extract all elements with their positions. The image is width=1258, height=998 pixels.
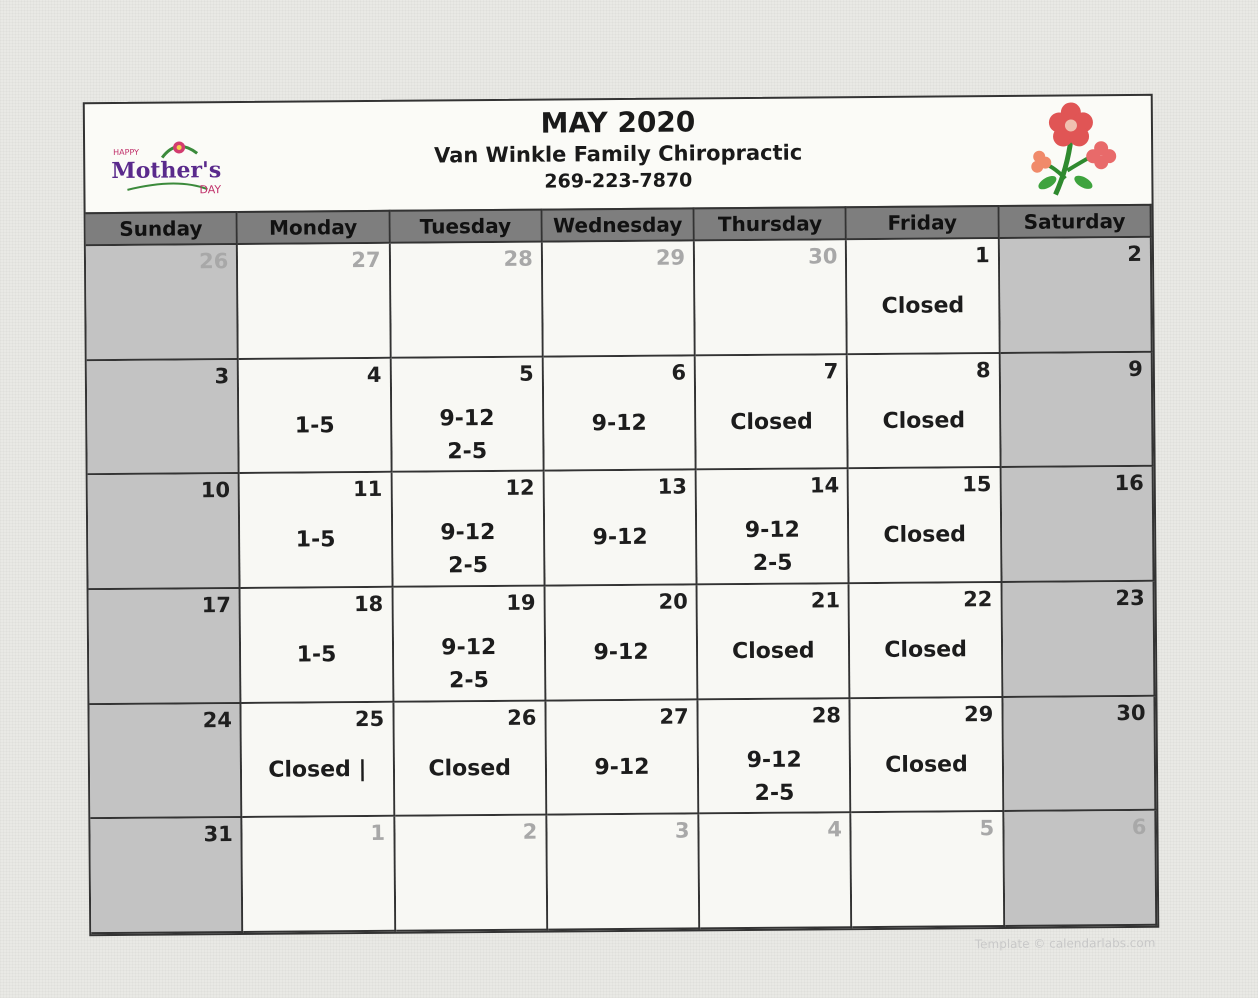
weekday-header-wednesday: Wednesday [542,207,695,242]
day-number: 26 [507,705,537,730]
day-cell[interactable] [852,812,1005,928]
day-cell[interactable] [544,356,697,472]
day-hours [392,401,543,468]
day-number: 13 [657,474,688,500]
day-hours [848,289,999,323]
day-hours [696,405,847,439]
day-number: 29 [655,245,686,270]
hours-line: 9-12 [591,410,647,436]
day-number: 27 [351,247,381,273]
hours-line: 9-12 [440,520,496,546]
day-cell[interactable] [696,355,849,471]
day-cell[interactable] [547,815,700,931]
day-number: 12 [505,476,535,501]
day-number: 9 [1128,356,1143,381]
day-cell[interactable] [394,701,547,817]
day-cell[interactable] [1003,696,1156,812]
hours-line: 9-12 [592,525,648,551]
calendar-title: MAY 2020 [540,105,696,140]
day-cell[interactable] [698,584,851,700]
day-hours [241,638,392,672]
day-number: 7 [823,358,839,384]
day-number: 17 [201,593,232,618]
hours-line: 1-5 [296,642,337,668]
day-cell[interactable] [1000,352,1153,468]
day-number: 10 [200,478,231,503]
day-number: 29 [963,701,994,726]
day-cell[interactable] [849,468,1002,584]
hours-line: 2-5 [754,780,795,806]
hours-line: Closed [882,407,966,434]
day-number: 6 [1131,815,1147,840]
day-number: 28 [503,246,533,271]
day-number: 31 [203,822,233,847]
hours-line: Closed [730,409,813,435]
hours-line: 2-5 [752,550,793,577]
day-number: 22 [963,587,993,612]
day-cell[interactable] [390,243,543,359]
weekday-header-friday: Friday [847,205,1000,240]
title-block [85,102,1152,198]
hours-line: Closed | [268,756,367,783]
hours-line: 1-5 [295,527,336,553]
hours-line: Closed [883,522,967,549]
day-cell[interactable] [239,358,392,474]
day-hours [239,408,390,442]
hours-line: 1-5 [294,412,335,439]
day-cell[interactable] [1001,467,1154,583]
day-number: 28 [811,702,842,728]
day-cell[interactable] [543,241,696,357]
calendar-grid [86,204,1158,934]
day-number: 25 [354,706,385,731]
day-hours [699,743,850,810]
day-number: 20 [658,589,688,614]
day-number: 2 [522,819,538,845]
weekday-header-sunday: Sunday [86,211,239,246]
day-cell[interactable] [243,817,396,933]
hours-line: Closed [731,638,815,665]
day-number: 16 [1114,471,1144,496]
weekday-header-thursday: Thursday [695,206,848,241]
day-hours [393,516,544,583]
hours-line: 9-12 [594,754,650,780]
phone-number: 269-223-7870 [544,169,693,193]
day-hours [547,750,698,784]
day-number: 23 [1115,585,1145,611]
day-cell[interactable] [546,700,699,816]
hours-line: 9-12 [593,639,649,666]
day-cell[interactable] [699,699,852,815]
day-number: 18 [353,591,384,617]
day-number: 5 [519,361,534,386]
weekday-header-monday: Monday [238,210,391,245]
day-cell[interactable] [1004,811,1157,927]
day-hours [850,633,1001,667]
day-cell[interactable] [1000,238,1153,354]
day-cell[interactable] [88,474,241,590]
hours-line: 9-12 [746,747,802,773]
hours-line: 9-12 [441,634,497,661]
day-number: 24 [202,707,232,732]
day-cell[interactable] [393,587,546,703]
day-hours [545,521,696,555]
day-number: 19 [506,590,536,615]
template-watermark: Template © calendarlabs.com [974,935,1156,952]
logo-day-text: DAY [199,183,222,197]
weekday-header-saturday: Saturday [999,204,1152,239]
day-number: 26 [198,249,229,274]
day-cell[interactable] [545,471,698,587]
hours-line: 2-5 [447,438,488,465]
day-number: 15 [962,472,992,497]
day-hours [851,748,1002,782]
logo-happy-text: HAPPY [113,147,140,157]
hours-line: 2-5 [448,553,489,579]
day-number: 3 [674,818,690,843]
day-hours [393,631,544,698]
day-number: 14 [809,473,840,498]
hours-line: Closed [881,293,965,319]
day-cell[interactable] [699,814,852,930]
business-name: Van Winkle Family Chiropractic [433,140,803,168]
day-cell[interactable] [695,240,848,356]
day-cell[interactable] [241,588,394,704]
day-number: 27 [659,704,689,729]
day-cell[interactable] [847,239,1000,355]
day-cell[interactable] [242,702,395,818]
day-cell[interactable] [90,818,243,934]
day-number: 21 [810,588,841,613]
day-hours [394,751,545,785]
day-cell[interactable] [89,704,242,820]
day-number: 2 [1127,241,1143,267]
hours-line: Closed [428,755,512,782]
day-hours [546,635,697,669]
day-hours [849,404,1000,438]
weekday-header-tuesday: Tuesday [390,209,543,244]
day-number: 6 [671,360,687,385]
day-hours [849,518,1000,552]
day-cell[interactable] [848,354,1001,470]
hours-line: 9-12 [744,517,801,544]
day-number: 3 [214,363,230,388]
day-number: 30 [808,244,838,269]
day-cell[interactable] [545,585,698,701]
day-cell[interactable] [86,245,239,361]
day-cell[interactable] [697,470,850,586]
day-number: 30 [1116,700,1146,725]
day-hours [544,406,695,440]
day-cell[interactable] [395,816,548,932]
day-number: 8 [975,357,991,382]
flower-icon [1027,98,1128,201]
day-number: 4 [827,817,842,842]
day-cell[interactable] [851,698,1004,814]
day-cell[interactable] [240,473,393,589]
day-cell[interactable] [850,583,1003,699]
day-cell[interactable] [238,244,391,360]
day-hours [697,514,848,581]
logo-mothers-text: Mother's [111,157,222,184]
day-number: 1 [974,243,990,268]
hours-line: 2-5 [449,668,489,694]
day-cell[interactable] [391,357,544,473]
day-cell[interactable] [87,360,240,476]
calendar-page [83,94,1160,952]
calendar-header [85,96,1152,212]
day-number: 5 [979,816,995,841]
day-number: 4 [366,362,382,387]
day-number: 1 [370,821,386,846]
day-number: 11 [353,477,383,502]
day-hours [242,752,393,786]
hours-line: Closed [885,751,968,778]
day-cell[interactable] [89,589,242,705]
hours-line: Closed [884,637,968,663]
day-cell[interactable] [1002,582,1155,698]
hours-line: 9-12 [439,405,495,432]
day-hours [240,523,391,557]
day-cell[interactable] [392,472,545,588]
day-hours [698,634,849,668]
